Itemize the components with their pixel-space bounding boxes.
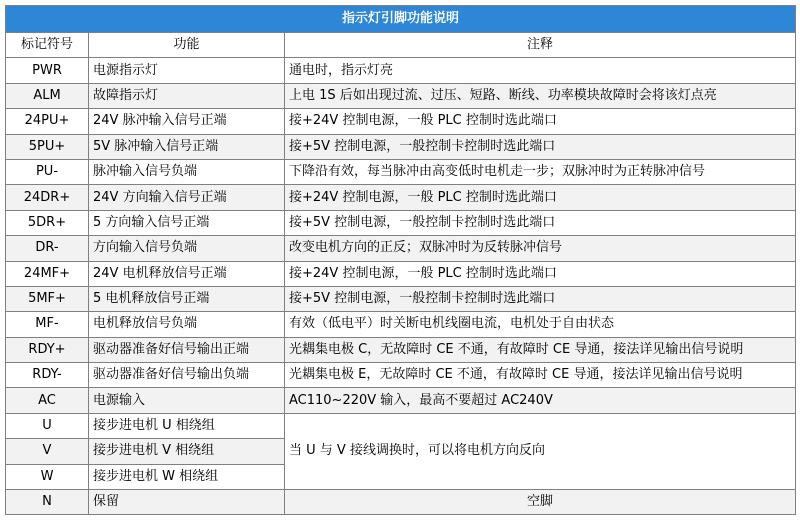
pin-function-table: [5, 5, 796, 515]
uvw-note-cell: 当 U 与 V 接线调换时，可以将电机方向反向: [285, 413, 796, 489]
table-row: [6, 312, 796, 337]
symbol-cell: N: [6, 490, 89, 515]
note-cell: 空脚: [285, 490, 796, 515]
symbol-cell: RDY+: [6, 337, 89, 362]
function-cell: 5 电机释放信号正端: [89, 286, 285, 311]
function-cell: 电机释放信号负端: [89, 312, 285, 337]
table-row: [6, 413, 796, 438]
note-cell: 接+24V 控制电源，一般 PLC 控制时选此端口: [285, 109, 796, 134]
note-cell: 接+24V 控制电源，一般 PLC 控制时选此端口: [285, 261, 796, 286]
table-row: [6, 109, 796, 134]
symbol-cell: AC: [6, 388, 89, 413]
symbol-cell: PWR: [6, 58, 89, 83]
table-row: [6, 159, 796, 184]
table-row: [6, 134, 796, 159]
function-cell: 电源输入: [89, 388, 285, 413]
function-cell: 故障指示灯: [89, 83, 285, 108]
function-cell: 驱动器准备好信号输出正端: [89, 337, 285, 362]
note-cell: 接+5V 控制电源，一般控制卡控制时选此端口: [285, 286, 796, 311]
note-cell: 光耦集电极 E，无故障时 CE 不通，有故障时 CE 导通，接法详见输出信号说明: [285, 363, 796, 388]
table-row: [6, 236, 796, 261]
table-row: [6, 490, 796, 515]
table-row: [6, 286, 796, 311]
symbol-cell: W: [6, 464, 89, 489]
table-row: [6, 185, 796, 210]
note-cell: 接+24V 控制电源，一般 PLC 控制时选此端口: [285, 185, 796, 210]
note-cell: AC110~220V 输入，最高不要超过 AC240V: [285, 388, 796, 413]
pin-function-table-container: [5, 5, 795, 515]
symbol-cell: 24DR+: [6, 185, 89, 210]
function-cell: 5V 脉冲输入信号正端: [89, 134, 285, 159]
function-cell: 24V 电机释放信号正端: [89, 261, 285, 286]
table-title-row: [6, 6, 796, 33]
header-function: 功能: [89, 33, 285, 58]
symbol-cell: 5PU+: [6, 134, 89, 159]
function-cell: 接步进电机 W 相绕组: [89, 464, 285, 489]
function-cell: 脉冲输入信号负端: [89, 159, 285, 184]
symbol-cell: 5MF+: [6, 286, 89, 311]
function-cell: 驱动器准备好信号输出负端: [89, 363, 285, 388]
function-cell: 5 方向输入信号正端: [89, 210, 285, 235]
symbol-cell: ALM: [6, 83, 89, 108]
table-row: [6, 363, 796, 388]
function-cell: 24V 脉冲输入信号正端: [89, 109, 285, 134]
function-cell: 电源指示灯: [89, 58, 285, 83]
table-title: 指示灯引脚功能说明: [6, 6, 796, 33]
symbol-cell: 24PU+: [6, 109, 89, 134]
function-cell: 24V 方向输入信号正端: [89, 185, 285, 210]
symbol-cell: DR-: [6, 236, 89, 261]
symbol-cell: U: [6, 413, 89, 438]
note-cell: 接+5V 控制电源，一般控制卡控制时选此端口: [285, 134, 796, 159]
table-row: [6, 388, 796, 413]
header-note: 注释: [285, 33, 796, 58]
note-cell: 下降沿有效，每当脉冲由高变低时电机走一步；双脉冲时为正转脉冲信号: [285, 159, 796, 184]
note-cell: 上电 1S 后如出现过流、过压、短路、断线、功率模块故障时会将该灯点亮: [285, 83, 796, 108]
table-header-row: [6, 33, 796, 58]
table-row: [6, 210, 796, 235]
symbol-cell: V: [6, 439, 89, 464]
symbol-cell: MF-: [6, 312, 89, 337]
note-cell: 接+5V 控制电源，一般控制卡控制时选此端口: [285, 210, 796, 235]
header-symbol: 标记符号: [6, 33, 89, 58]
function-cell: 保留: [89, 490, 285, 515]
function-cell: 方向输入信号负端: [89, 236, 285, 261]
note-cell: 通电时，指示灯亮: [285, 58, 796, 83]
table-row: [6, 58, 796, 83]
note-cell: 改变电机方向的正反；双脉冲时为反转脉冲信号: [285, 236, 796, 261]
note-cell: 有效（低电平）时关断电机线圈电流，电机处于自由状态: [285, 312, 796, 337]
function-cell: 接步进电机 V 相绕组: [89, 439, 285, 464]
symbol-cell: 5DR+: [6, 210, 89, 235]
symbol-cell: RDY-: [6, 363, 89, 388]
table-row: [6, 261, 796, 286]
symbol-cell: PU-: [6, 159, 89, 184]
symbol-cell: 24MF+: [6, 261, 89, 286]
table-row: [6, 83, 796, 108]
table-row: [6, 337, 796, 362]
note-cell: 光耦集电极 C，无故障时 CE 不通，有故障时 CE 导通，接法详见输出信号说明: [285, 337, 796, 362]
function-cell: 接步进电机 U 相绕组: [89, 413, 285, 438]
